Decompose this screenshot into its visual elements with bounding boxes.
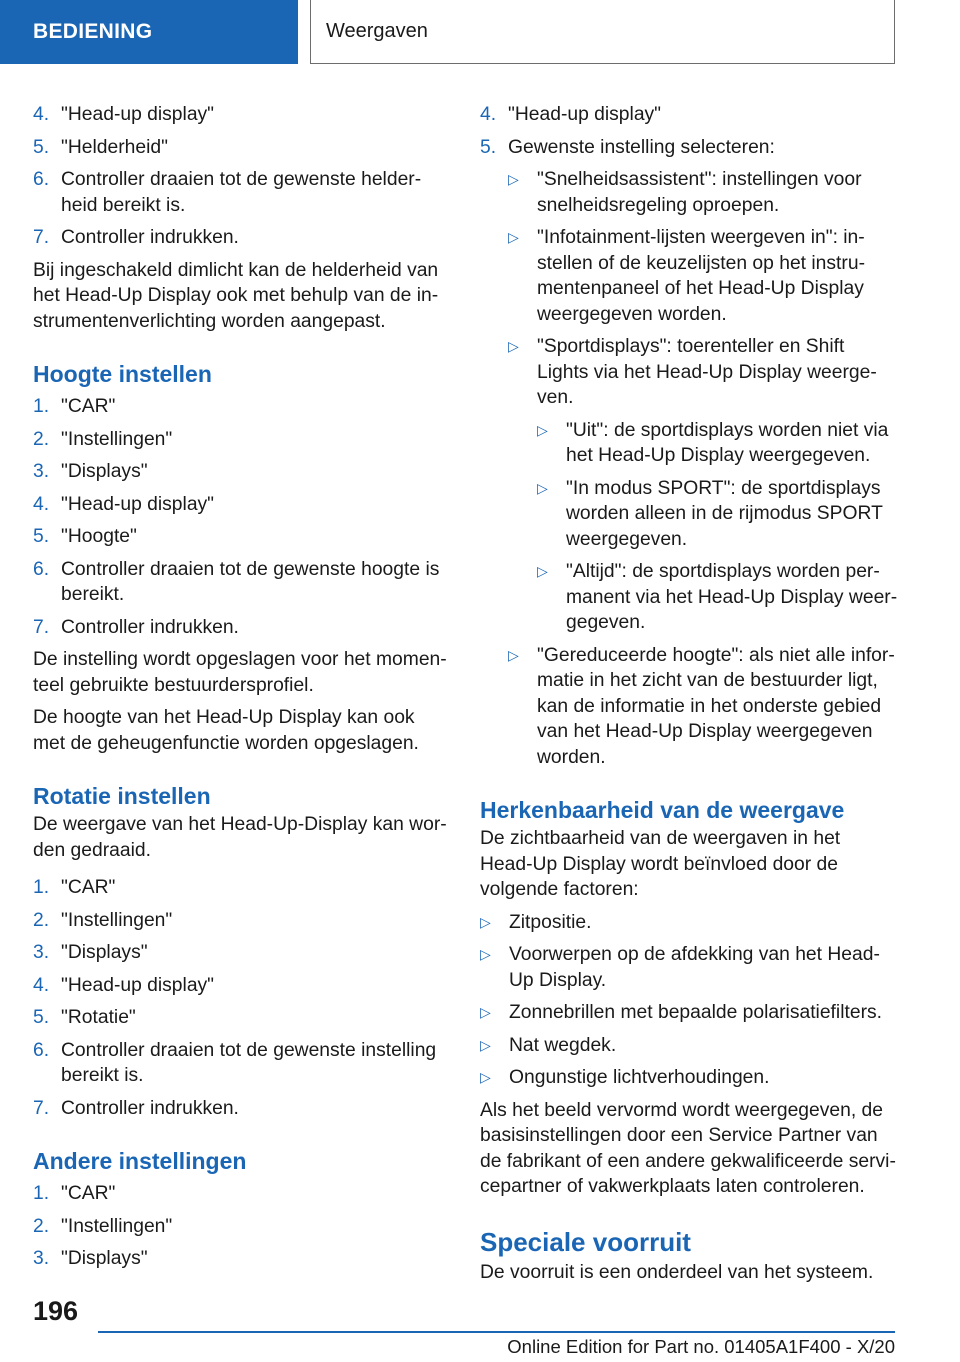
bullet-item: ▷ "Infotainment-lijsten weergeven in": instellen of de keuzelijsten op het instrumentenpaneel of het Head-Up Display weergegeven worden. [508,225,898,327]
step-list [33,102,451,251]
triangle-bullet-icon: ▷ [508,229,519,245]
step-list [480,102,898,160]
bullet-item: ▷ "Snelheidsassistent": instellingen voor snelheidsregeling oproepen. [508,167,898,218]
sub-bullet-item: ▷ "Uit": de sportdisplays worden niet via het Head-Up Display weergegeven. [537,418,898,469]
triangle-bullet-icon: ▷ [480,1004,491,1020]
bullet-item: ▷ Nat wegdek. [480,1033,898,1059]
list-item: 7. Controller indrukken. [33,1097,239,1119]
list-item: 6. Controller draaien tot de gewenste helderheid bereikt is. [33,169,422,216]
list-item: 6. Controller draaien tot de gewenste instelling bereikt is. [33,1039,437,1086]
triangle-bullet-icon: ▷ [480,946,491,962]
list-item: 3. "Displays" [33,1248,148,1269]
list-item: 1. "CAR" [33,396,116,417]
list-item: 6. Controller draaien tot de gewenste hoogte is bereikt. [33,558,440,605]
triangle-bullet-icon: ▷ [508,646,519,663]
section-heading: Andere instellingen [33,1148,247,1174]
list-item: 4. "Head-up display" [33,974,215,996]
section-tab: BEDIENING [0,0,298,64]
bullet-item: ▷ Zonnebrillen met bepaalde polarisatiefilters. [480,1000,898,1026]
list-item: 7. Controller indrukken. [33,227,239,248]
right-column [480,102,898,1292]
paragraph: De hoogte van het Head-Up Display kan ook met de geheugenfunctie worden opgeslagen. [33,707,419,754]
triangle-bullet-icon: ▷ [508,171,519,187]
list-item: 5. Gewenste instelling selecteren: [480,136,775,158]
list-item: 5. "Rotatie" [33,1007,136,1028]
triangle-bullet-icon: ▷ [537,563,548,579]
list-item: 1. "CAR" [33,877,116,898]
footer-divider [98,1331,895,1333]
edition-note: Online Edition for Part no. 01405A1F400 - X/20 [507,1336,895,1357]
paragraph: De weergave van het Head-Up-Display kan worden gedraaid. [33,814,447,861]
triangle-bullet-icon: ▷ [508,338,519,354]
triangle-bullet-icon: ▷ [537,421,548,438]
list-item: 2. "Instellingen" [33,428,173,450]
bullet-item: ▷ "Sportdisplays": toerenteller en Shift Lights via het Head-Up Display weergeven. [508,334,898,411]
paragraph: Bij ingeschakeld dimlicht kan de helderheid van het Head-Up Display ook met behulp van de instrumentenverlichting worden aangepast. [33,259,439,332]
section-heading: Rotatie instellen [33,783,211,809]
list-item: 3. "Displays" [33,461,148,482]
list-item: 2. "Instellingen" [33,1215,173,1237]
triangle-bullet-icon: ▷ [537,479,548,496]
bullet-item: ▷ Voorwerpen op de afdekking van het Head-Up Display. [480,942,898,993]
list-item: 4. "Head-up display" [33,493,215,515]
list-item: 4. "Head-up display" [480,104,662,125]
list-item: 4. "Head-up display" [33,104,215,125]
step-list [33,394,451,640]
triangle-bullet-icon: ▷ [480,1069,491,1085]
paragraph: De voorruit is een onderdeel van het systeem. [480,1261,874,1283]
list-item: 3. "Displays" [33,942,148,963]
bullet-item: ▷ "Gereduceerde hoogte": als niet alle informatie in het zicht van de bestuurder ligt, kan de informatie in het onderste gebied van het Head-Up Display weergegeven worden. [508,643,898,771]
bullet-item: ▷ Zitpositie. [480,910,898,936]
sub-bullet-item: ▷ "In modus SPORT": de sportdisplays worden alleen in de rijmodus SPORT weergegeven. [537,476,898,553]
section-heading: Herkenbaarheid van de weergave [480,797,845,823]
section-heading: Hoogte instellen [33,361,212,387]
section-heading: Speciale voorruit [480,1226,691,1257]
triangle-bullet-icon: ▷ [480,1036,491,1053]
paragraph: Als het beeld vervormd wordt weergegeven, de basisinstellingen door een Service Partner van de fabrikant of een andere gekwalificeerde servicepartner of vakwerkplaats laten controleren. [480,1099,896,1197]
sub-bullet-item: ▷ "Altijd": de sportdisplays worden permanent via het Head-Up Display weergegeven. [537,559,898,636]
step-list [33,1181,451,1272]
list-item: 2. "Instellingen" [33,909,173,931]
list-item: 5. "Helderheid" [33,136,168,158]
triangle-bullet-icon: ▷ [480,913,491,930]
step-list [33,875,451,1121]
paragraph: De instelling wordt opgeslagen voor het momenteel gebruikte bestuurdersprofiel. [33,649,447,696]
list-item: 5. "Hoogte" [33,526,137,547]
bullet-item: ▷ Ongunstige lichtverhoudingen. [480,1065,898,1091]
left-column [33,102,451,1279]
paragraph: De zichtbaarheid van de weergaven in het Head-Up Display wordt beïnvloed door de volgende factoren: [480,828,841,900]
list-item: 1. "CAR" [33,1183,116,1204]
page-number: 196 [33,1296,79,1326]
list-item: 7. Controller indrukken. [33,616,239,638]
chapter-title: Weergaven [310,0,895,64]
